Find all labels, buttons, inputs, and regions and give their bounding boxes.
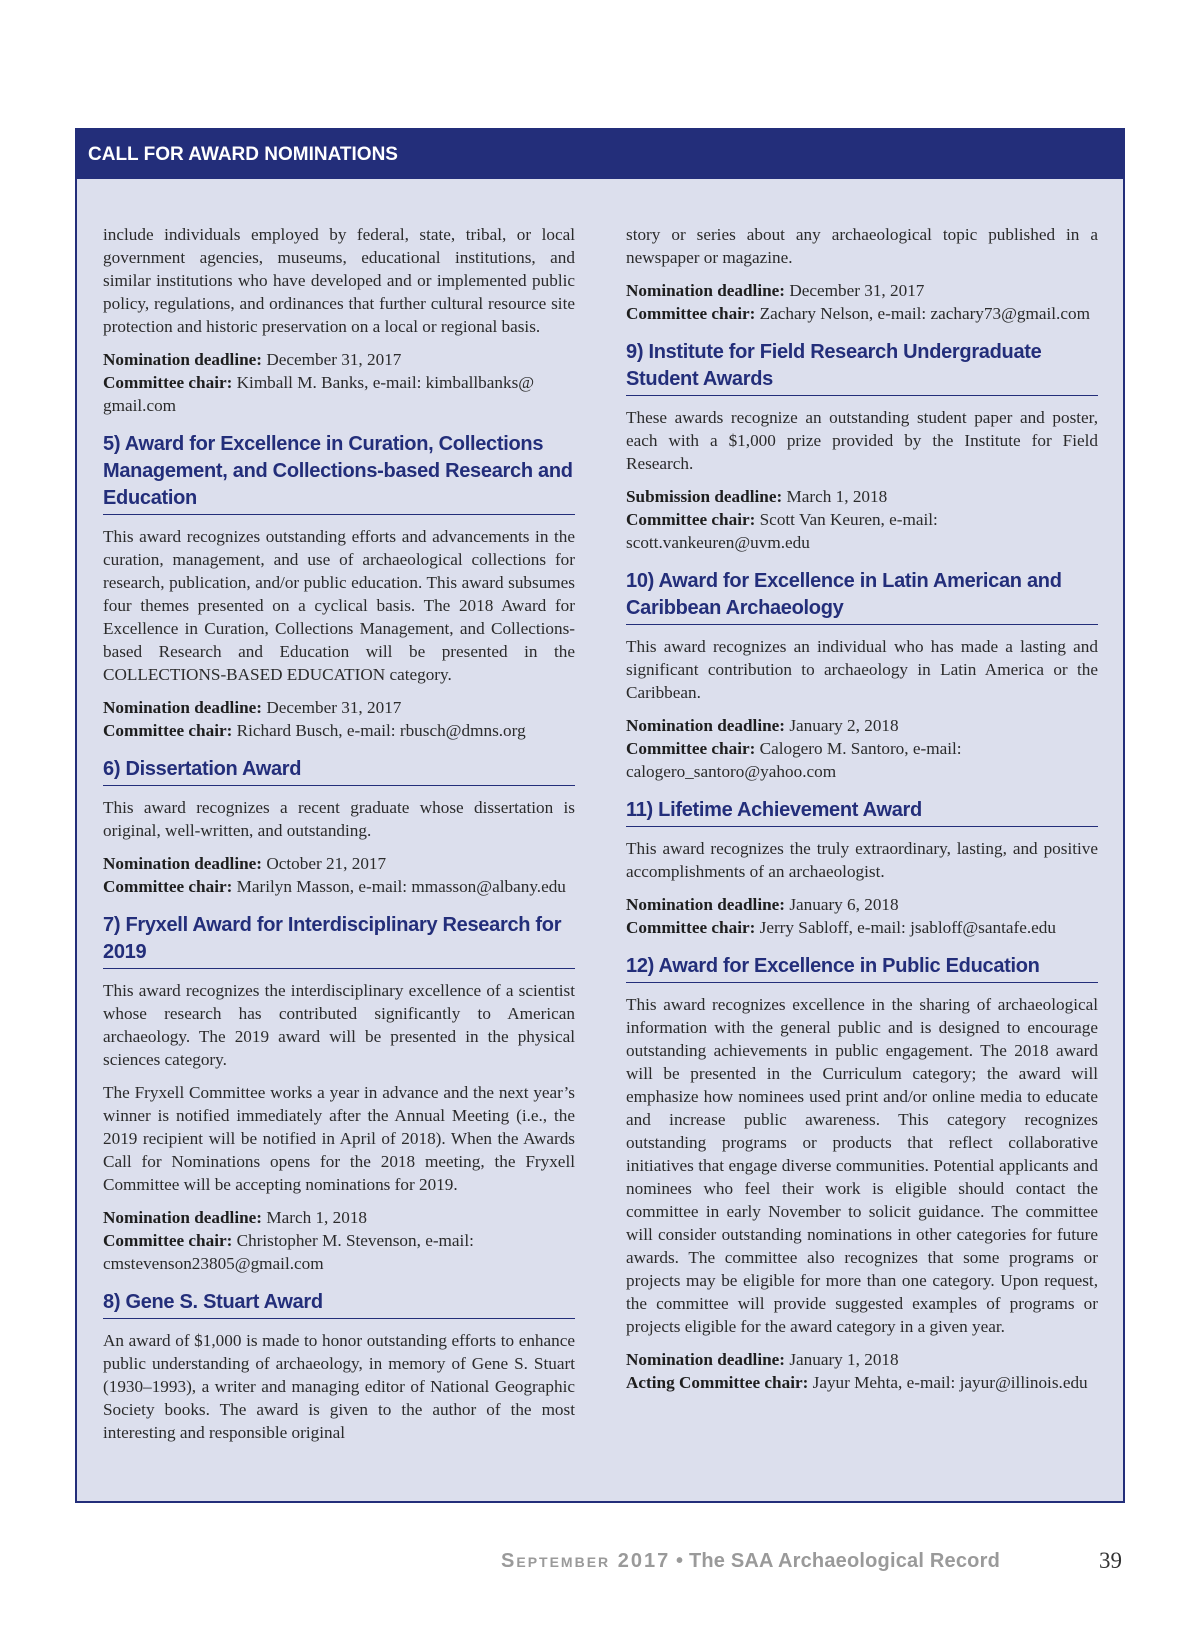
award-8-description-continued: story or series about any archaeological topic published in a newspaper or magazine.	[626, 225, 1098, 267]
chair-label: Committee chair:	[626, 304, 756, 323]
award-12-heading: 12) Award for Excellence in Public Education	[626, 953, 1098, 983]
chair-label: Committee chair:	[626, 918, 756, 937]
chair-label: Committee chair:	[626, 739, 756, 758]
award-9-meta	[626, 485, 1098, 554]
chair-value: Jerry Sabloff, e-mail: jsabloff@santafe.edu	[759, 918, 1056, 937]
award-7-meta	[103, 1206, 575, 1275]
deadline-label: Nomination deadline:	[103, 350, 263, 369]
award-7-heading: 7) Fryxell Award for Interdisciplinary Research for 2019	[103, 912, 575, 969]
award-6-meta	[103, 852, 575, 898]
award-5-description: This award recognizes outstanding efforts and advancements in the curation, management, and use of archaeological collections for research, publication, and/or public education. This award subsumes four themes presented on a cyclical basis. The 2018 Award for Excellence in Curation, Collections Management, and Collections-based Research and Education will be presented in the COLLECTIONS-BASED EDUCATION category.	[103, 527, 575, 684]
intro-meta	[103, 348, 575, 417]
chair-label: Committee chair:	[103, 877, 233, 896]
chair-label: Committee chair:	[103, 1231, 233, 1250]
award-8-heading: 8) Gene S. Stuart Award	[103, 1289, 575, 1319]
deadline-label: Nomination deadline:	[626, 281, 786, 300]
award-5-heading: 5) Award for Excellence in Curation, Collections Management, and Collections-based Research and Education	[103, 431, 575, 515]
deadline-label: Nomination deadline:	[626, 716, 786, 735]
deadline-value: October 21, 2017	[266, 854, 387, 873]
chair-label: Committee chair:	[103, 373, 233, 392]
deadline-value: March 1, 2018	[786, 487, 888, 506]
deadline-label: Submission deadline:	[626, 487, 783, 506]
award-10-heading: 10) Award for Excellence in Latin American and Caribbean Archaeology	[626, 568, 1098, 625]
deadline-value: December 31, 2017	[266, 350, 402, 369]
award-6-description: This award recognizes a recent graduate whose dissertation is original, well-written, and outstanding.	[103, 798, 575, 840]
chair-value: Christopher M. Stevenson, e-mail: cmstevenson23805@gmail.com	[103, 1231, 474, 1273]
award-12-meta	[626, 1348, 1098, 1394]
chair-value: Kimball M. Banks, e-mail: kimballbanks@ gmail.com	[103, 373, 535, 415]
award-8-description: An award of $1,000 is made to honor outstanding efforts to enhance public understanding of archaeology, in memory of Gene S. Stuart (1930–1993), a writer and managing editor of National Geographic Society books. The award is given to the author of the most interesting and responsible original	[103, 1331, 575, 1442]
deadline-label: Nomination deadline:	[103, 698, 263, 717]
award-9-description: These awards recognize an outstanding student paper and poster, each with a $1,000 prize provided by the Institute for Field Research.	[626, 408, 1098, 473]
section-banner: CALL FOR AWARD NOMINATIONS	[77, 130, 1123, 179]
award-8-meta	[626, 279, 1098, 325]
intro-paragraph: include individuals employed by federal, state, tribal, or local government agencies, museums, educational institutions, and similar institutions who have developed and or implemented public policy, regulations, and ordinances that further cultural resource site protection and historic preservation on a local or regional basis.	[103, 225, 575, 336]
footer-bullet: •	[675, 1550, 684, 1572]
award-nominations-panel	[75, 128, 1125, 1503]
award-11-description: This award recognizes the truly extraordinary, lasting, and positive accomplishments of an archaeologist.	[626, 839, 1098, 881]
deadline-label: Nomination deadline:	[626, 1350, 786, 1369]
chair-value: Calogero M. Santoro, e-mail: calogero_santoro@yahoo.com	[626, 739, 962, 781]
deadline-value: January 1, 2018	[789, 1350, 899, 1369]
award-5-meta	[103, 696, 575, 742]
left-column	[103, 223, 575, 1454]
award-11-meta	[626, 893, 1098, 939]
page-footer	[501, 1550, 1000, 1573]
chair-label: Committee chair:	[626, 510, 756, 529]
award-7-description: This award recognizes the interdisciplinary excellence of a scientist whose research has contributed significantly to American archaeology. The 2019 award will be presented in the physical sciences category.	[103, 981, 575, 1069]
deadline-value: January 2, 2018	[789, 716, 899, 735]
deadline-label: Nomination deadline:	[626, 895, 786, 914]
deadline-value: January 6, 2018	[789, 895, 899, 914]
publication-name: The SAA Archaeological Record	[688, 1550, 1000, 1572]
award-11-heading: 11) Lifetime Achievement Award	[626, 797, 1098, 827]
page-number: 39	[1099, 1548, 1122, 1573]
deadline-value: December 31, 2017	[789, 281, 925, 300]
award-7-description-2: The Fryxell Committee works a year in advance and the next year’s winner is notified immediately after the Annual Meeting (i.e., the 2019 recipient will be notified in April of 2018). When the Awards Call for Nominations opens for the 2018 meeting, the Fryxell Committee will be accepting nominations for 2019.	[103, 1083, 575, 1194]
award-10-meta	[626, 714, 1098, 783]
chair-label: Committee chair:	[103, 721, 233, 740]
chair-value: Jayur Mehta, e-mail: jayur@illinois.edu	[812, 1373, 1088, 1392]
right-column	[626, 223, 1098, 1406]
award-9-heading: 9) Institute for Field Research Undergraduate Student Awards	[626, 339, 1098, 396]
award-10-description: This award recognizes an individual who has made a lasting and significant contribution to archaeology in Latin America or the Caribbean.	[626, 637, 1098, 702]
chair-value: Marilyn Masson, e-mail: mmasson@albany.edu	[236, 877, 566, 896]
deadline-value: December 31, 2017	[266, 698, 402, 717]
deadline-label: Nomination deadline:	[103, 854, 263, 873]
chair-value: Scott Van Keuren, e-mail: scott.vankeuren@uvm.edu	[626, 510, 938, 552]
chair-value: Richard Busch, e-mail: rbusch@dmns.org	[236, 721, 526, 740]
issue-date: September 2017	[501, 1550, 671, 1572]
award-12-description: This award recognizes excellence in the sharing of archaeological information with the general public and is designed to encourage outstanding achievements in public engagement. The 2018 award will be presented in the Curriculum category; the award will emphasize how nominees used print and/or online media to educate and increase public awareness. This category recognizes outstanding programs or products that reflect collaborative initiatives that engage diverse communities. Potential applicants and nominees who feel their work is eligible should contact the committee in early November to solicit guidance. The committee will consider outstanding nominations in other categories for future awards. The committee also recognizes that some programs or projects may be eligible for more than one category. Upon request, the committee will provide suggested examples of programs or projects eligible for the award category in a given year.	[626, 995, 1098, 1336]
chair-value: Zachary Nelson, e-mail: zachary73@gmail.com	[759, 304, 1090, 323]
chair-label: Acting Committee chair:	[626, 1373, 809, 1392]
award-6-heading: 6) Dissertation Award	[103, 756, 575, 786]
deadline-label: Nomination deadline:	[103, 1208, 263, 1227]
deadline-value: March 1, 2018	[266, 1208, 368, 1227]
